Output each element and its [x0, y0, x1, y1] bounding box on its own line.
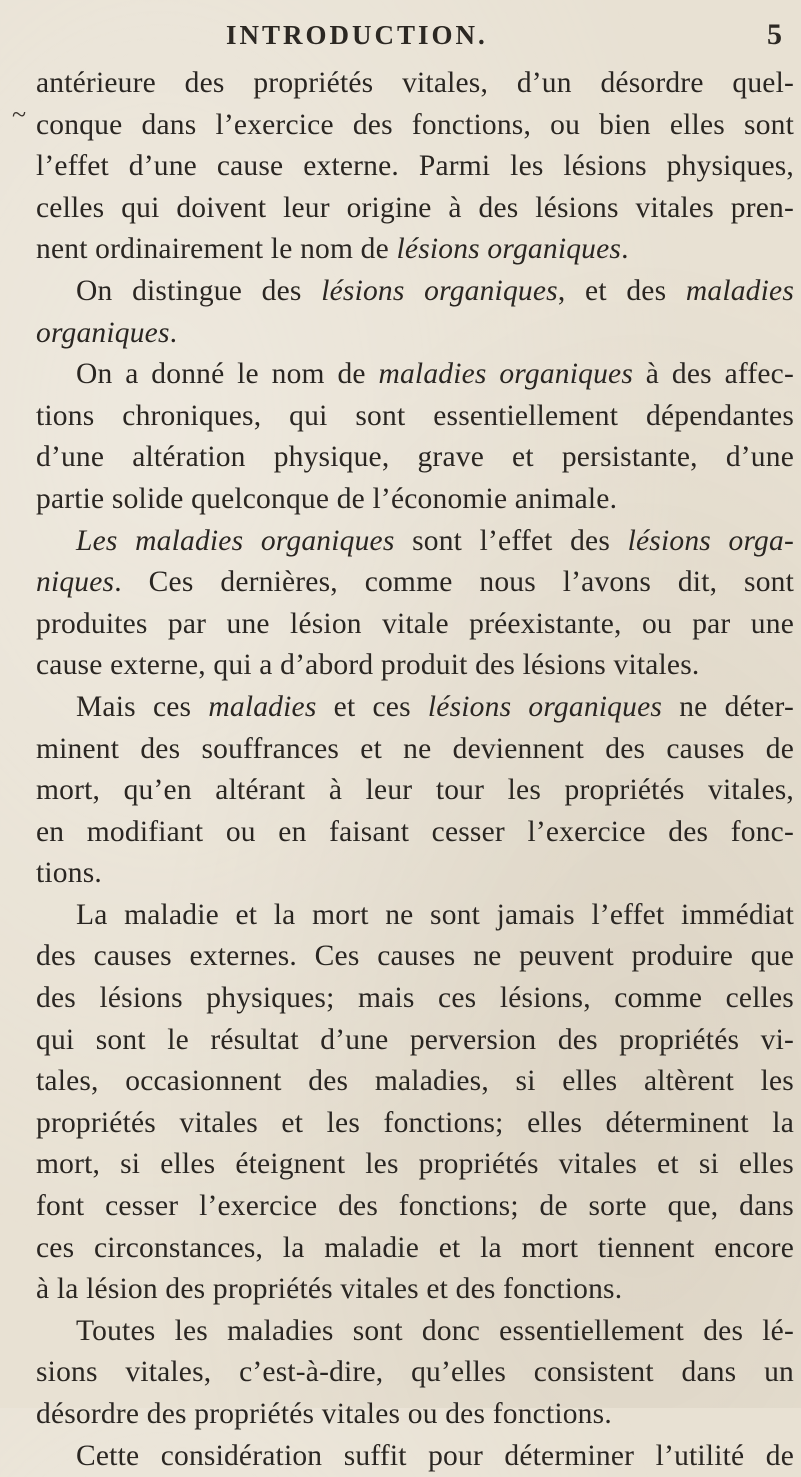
text-segment: qui sont le résultat d’une perversion des propriétés vi- [36, 1023, 794, 1056]
italic-segment: maladies organiques [378, 358, 634, 391]
text-line [36, 770, 794, 812]
text-segment: propriétés vitales et les fonctions; elles déterminent la [36, 1106, 794, 1139]
text-line [36, 895, 794, 937]
text-line [36, 1228, 794, 1270]
text-segment: minent des souffrances et ne deviennent des causes de [36, 732, 794, 765]
running-head [0, 18, 801, 58]
text-segment: des lésions physiques; mais ces lésions, comme celles [36, 982, 794, 1015]
text-line [36, 853, 794, 895]
italic-segment: lésions organiques [427, 690, 663, 723]
text-line [36, 1352, 794, 1394]
text-segment: et ces [316, 690, 428, 723]
text-segment: . [169, 316, 178, 349]
text-segment: mort, qu’en altérant à leur tour les propriétés vitales, [36, 774, 794, 807]
text-segment: nent ordinairement le nom de [36, 233, 397, 266]
text-segment: des causes externes. Ces causes ne peuvent produire que [36, 940, 794, 973]
text-line [36, 729, 794, 771]
text-segment: . Ces dernières, comme nous l’avons dit, sont [114, 566, 794, 599]
text-segment: conque dans l’exercice des fonctions, ou bien elles sont [36, 108, 794, 141]
text-line [36, 479, 794, 521]
text-line [36, 229, 794, 271]
text-line [36, 1186, 794, 1228]
text-segment: sont l’effet des [394, 524, 628, 557]
text-line [36, 1436, 794, 1477]
text-line [36, 1144, 794, 1186]
text-line [36, 105, 794, 147]
text-line [36, 978, 794, 1020]
italic-segment: lésions organiques [321, 274, 558, 307]
text-segment: Toutes les maladies sont donc essentiellement des lé- [76, 1314, 794, 1347]
italic-segment: lésions organiques [396, 233, 622, 266]
text-segment: La maladie et la mort ne sont jamais l’effet immédiat [76, 898, 794, 931]
italic-segment: maladies [685, 274, 794, 307]
text-segment: produites par une lésion vitale préexistante, ou par une [36, 607, 794, 640]
text-line [36, 437, 794, 479]
text-line [36, 936, 794, 978]
text-line [36, 271, 794, 313]
text-segment: ces circonstances, la maladie et la mort tiennent encore [36, 1231, 794, 1264]
text-segment: partie solide quelconque de l’économie animale. [36, 482, 618, 515]
text-line [36, 188, 794, 230]
text-segment: ne déter- [662, 690, 794, 723]
text-line [36, 812, 794, 854]
text-line [36, 63, 794, 105]
text-line [36, 1311, 794, 1353]
page-number: 5 [767, 18, 782, 51]
text-segment: , et des [557, 274, 686, 307]
running-head-title: INTRODUCTION. [226, 20, 488, 50]
text-line [36, 687, 794, 729]
text-segment: l’effet d’une cause externe. Parmi les lésions physiques, [36, 150, 794, 183]
text-line [36, 1269, 794, 1311]
text-line [36, 645, 794, 687]
text-segment: On distingue des [76, 274, 322, 307]
italic-segment: lésions orga- [627, 524, 794, 557]
margin-mark: ~ [12, 100, 27, 129]
text-line [36, 1394, 794, 1436]
text-line [36, 313, 794, 355]
text-segment: d’une altération physique, grave et persistante, d’une [36, 441, 794, 474]
text-segment: tions chroniques, qui sont essentiellement dépendantes [36, 399, 794, 432]
text-segment: tales, occasionnent des maladies, si elles altèrent les [36, 1065, 794, 1098]
text-segment: celles qui doivent leur origine à des lésions vitales pren- [36, 191, 794, 224]
text-line [36, 604, 794, 646]
text-segment: mort, si elles éteignent les propriétés vitales et si elles [36, 1148, 794, 1181]
text-line [36, 521, 794, 563]
text-segment: antérieure des propriétés vitales, d’un désordre quel- [36, 67, 794, 99]
body-text [36, 63, 794, 1477]
italic-segment: organiques [36, 316, 170, 349]
text-segment: sions vitales, c’est-à-dire, qu’elles consistent dans un [36, 1356, 794, 1389]
text-line [36, 1020, 794, 1062]
italic-segment: Les maladies organiques [76, 524, 395, 557]
text-segment: à des affec- [633, 358, 794, 391]
text-line [36, 146, 794, 188]
text-segment: Cette considération suffit pour déterminer l’utilité de [76, 1439, 794, 1472]
text-line [36, 1103, 794, 1145]
text-segment: Mais ces [76, 690, 209, 723]
text-segment: cause externe, qui a d’abord produit des lésions vitales. [36, 649, 700, 682]
text-segment: On a donné le nom de [76, 358, 379, 391]
italic-segment: maladies [208, 690, 317, 723]
text-line [36, 354, 794, 396]
text-segment: en modifiant ou en faisant cesser l’exercice des fonc- [36, 815, 794, 848]
text-segment: à la lésion des propriétés vitales et des fonctions. [36, 1273, 623, 1306]
text-segment: . [621, 233, 629, 266]
text-segment: désordre des propriétés vitales ou des fonctions. [36, 1398, 612, 1430]
text-segment: font cesser l’exercice des fonctions; de sorte que, dans [36, 1190, 794, 1223]
text-line [36, 1061, 794, 1103]
text-line [36, 562, 794, 604]
text-segment: tions. [36, 857, 102, 890]
text-line [36, 396, 794, 438]
italic-segment: niques [36, 566, 115, 599]
